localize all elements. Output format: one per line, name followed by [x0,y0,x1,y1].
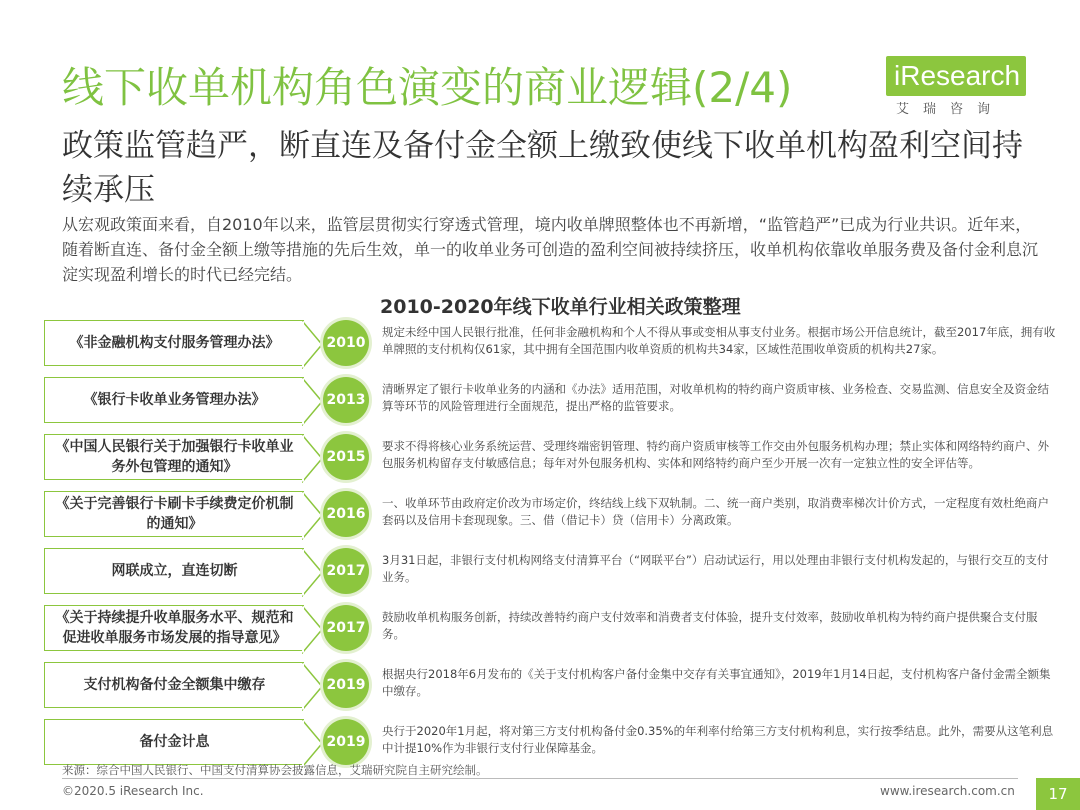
website-link[interactable]: www.iresearch.com.cn [880,784,1015,798]
policy-timeline [44,318,1060,774]
policy-description: 3月31日起，非银行支付机构网络支付清算平台（“网联平台”）启动试运行，用以处理由非银行支付机构发起的，与银行交互的支付业务。 [382,553,1049,584]
page-subtitle: 政策监管趋严，断直连及备付金全额上缴致使线下收单机构盈利空间持续承压 [62,128,1023,208]
policy-description: 清晰界定了银行卡收单业务的内涵和《办法》适用范围，对收单机构的特约商户资质审核、业务检查、交易监测、信息安全及资金结算等环节的风险管理进行全面规范，提出严格的监管要求。 [382,382,1049,413]
policy-name: 支付机构备付金全额集中缴存 [44,662,304,708]
logo-badge [886,56,1026,96]
policy-name: 网联成立，直连切断 [44,548,304,594]
policy-name: 《关于持续提升收单服务水平、规范和促进收单服务市场发展的指导意见》 [44,605,304,651]
year-badge: 2019 [323,662,369,708]
year-badge: 2016 [323,491,369,537]
policy-name: 《银行卡收单业务管理办法》 [44,377,304,423]
year-badge: 2019 [323,719,369,765]
page-title: 线下收单机构角色演变的商业逻辑(2/4) [62,63,793,112]
year-badge: 2010 [323,320,369,366]
policy-description: 鼓励收单机构服务创新，持续改善特约商户支付效率和消费者支付体验，提升支付效率，鼓励收单机构为特约商户提供聚合支付服务。 [382,610,1038,641]
policy-description: 央行于2020年1月起，将对第三方支付机构备付金0.35%的年利率付给第三方支付机构利息，实行按季结息。此外，需要从这笔利息中计提10%作为非银行支付行业保障基金。 [382,724,1054,755]
policy-description: 规定未经中国人民银行批准，任何非金融机构和个人不得从事或变相从事支付业务。根据市场公开信息统计，截至2017年底，拥有收单牌照的支付机构仅61家，其中拥有全国范围内收单资质的机构共34家，区域性范围收单资质的机构共27家。 [382,325,1056,356]
source-note: 来源：综合中国人民银行、中国支付清算协会披露信息，艾瑞研究院自主研究绘制。 [62,763,488,777]
policy-row [44,489,1060,544]
policy-name: 《中国人民银行关于加强银行卡收单业务外包管理的通知》 [44,434,304,480]
policy-row [44,660,1060,715]
logo-text: iResearch [894,60,1021,91]
policy-name: 《关于完善银行卡刷卡手续费定价机制的通知》 [44,491,304,537]
year-badge: 2015 [323,434,369,480]
copyright-text: ©2020.5 iResearch Inc. [62,784,204,798]
year-badge: 2017 [323,548,369,594]
policy-name: 备付金计息 [44,719,304,765]
year-badge: 2013 [323,377,369,423]
policy-row [44,318,1060,373]
policy-description: 一、收单环节由政府定价改为市场定价，终结线上线下双轨制。二、统一商户类别，取消费率梯次计价方式，一定程度有效杜绝商户套码以及信用卡套现现象。三、借（借记卡）贷（信用卡）分离政策。 [382,496,1049,527]
policy-row [44,432,1060,487]
section-title: 2010-2020年线下收单行业相关政策整理 [380,296,741,318]
policy-description: 要求不得将核心业务系统运营、受理终端密钥管理、特约商户资质审核等工作交由外包服务机构办理；禁止实体和网络特约商户、外包服务机构留存支付敏感信息；每年对外包服务机构、实体和网络特约商户至少开展一次有一定独立性的安全评估等。 [382,439,1049,470]
policy-row [44,375,1060,430]
year-badge: 2017 [323,605,369,651]
policy-name: 《非金融机构支付服务管理办法》 [44,320,304,366]
logo-subtext: 艾瑞咨询 [896,102,1005,117]
policy-row [44,603,1060,658]
policy-description: 根据央行2018年6月发布的《关于支付机构客户备付金集中交存有关事宜通知》，2019年1月14日起，支付机构客户备付金需全额集中缴存。 [382,667,1051,698]
footer-divider [62,778,1018,779]
policy-row [44,546,1060,601]
iresearch-logo [886,56,1036,116]
page-number: 17 [1036,778,1080,810]
intro-paragraph: 从宏观政策面来看，自2010年以来，监管层贯彻实行穿透式管理，境内收单牌照整体也不再新增，“监管趋严”已成为行业共识。近年来，随着断直连、备付金全额上缴等措施的先后生效，单一的收单业务可创造的盈利空间被持续挤压，收单机构依靠收单服务费及备付金利息沉淀实现盈利增长的时代已经完结。 [62,215,1039,284]
